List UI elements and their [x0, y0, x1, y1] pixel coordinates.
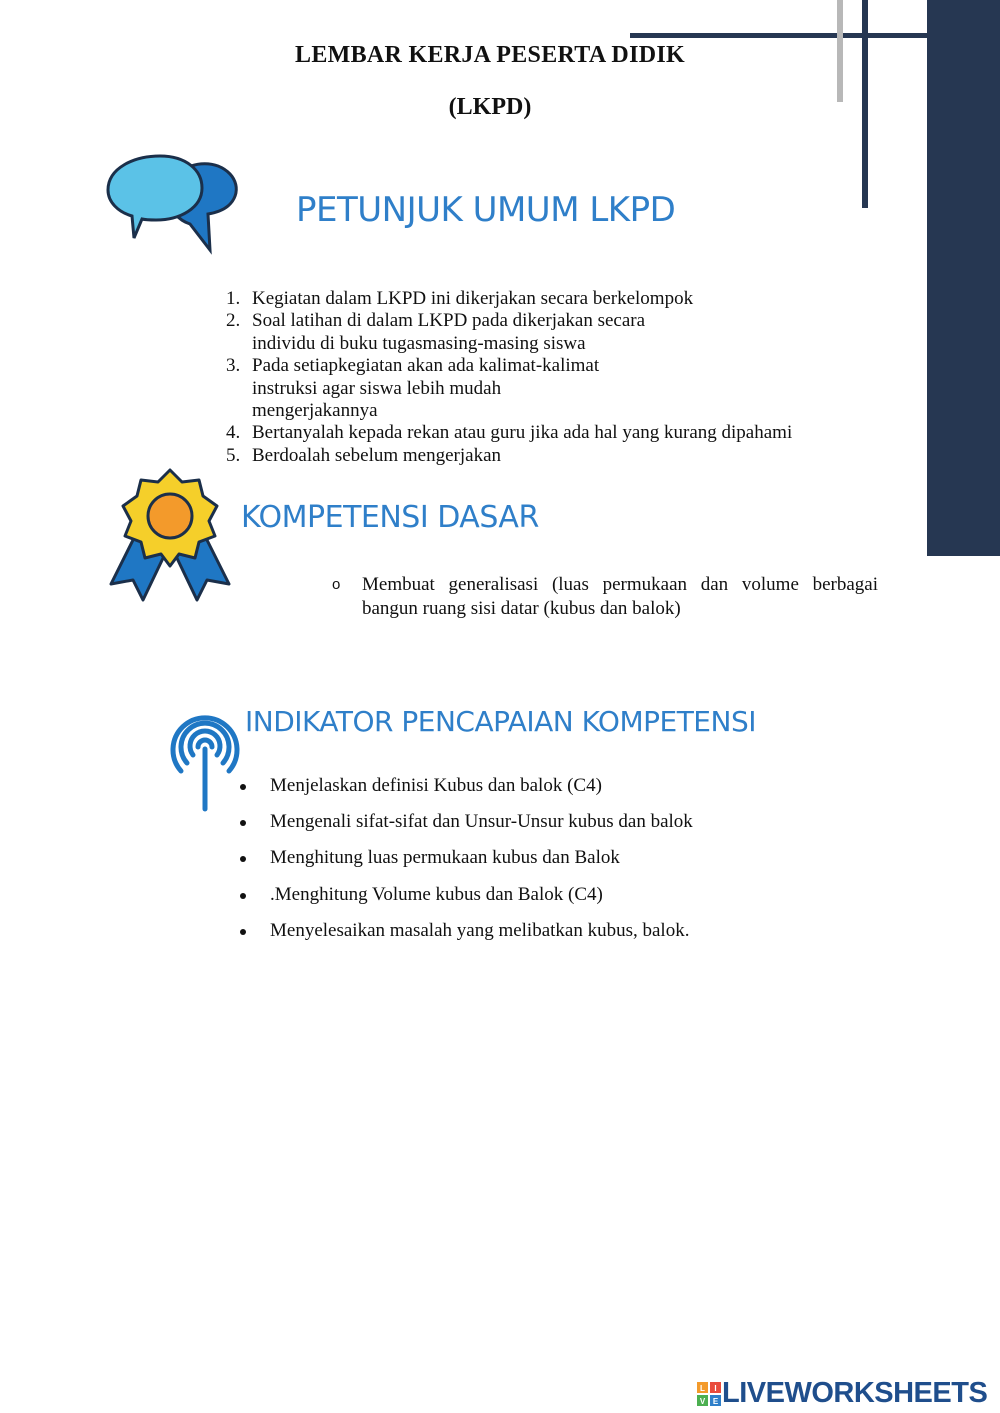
decorative-side-bar — [927, 0, 1000, 556]
list-item-line: Bertanyalah kepada rekan atau guru jika ada hal yang kurang dipahami — [252, 422, 793, 444]
list-item-line: Soal latihan di dalam LKPD pada dikerjakan secara — [252, 310, 646, 332]
kompetensi-text-line: bangun ruang sisi datar (kubus dan balok) — [362, 598, 681, 619]
award-badge-icon — [107, 468, 233, 602]
list-item — [238, 883, 858, 919]
badge-letter: L — [700, 1384, 705, 1393]
list-item — [226, 355, 876, 422]
list-item-line: instruksi agar siswa lebih mudah — [252, 377, 502, 399]
list-item — [226, 445, 876, 467]
list-item — [226, 422, 876, 444]
list-item — [226, 288, 876, 310]
list-item — [226, 310, 876, 355]
bullet-dot — [240, 784, 246, 790]
liveworksheets-badge-icon — [697, 1382, 721, 1406]
list-item-line: Berdoalah sebelum mengerjakan — [252, 444, 502, 466]
document-title: LEMBAR KERJA PESERTA DIDIK — [295, 42, 685, 68]
list-item — [238, 810, 858, 846]
petunjuk-list — [226, 288, 876, 467]
list-item-text: Menjelaskan definisi Kubus dan balok (C4) — [270, 775, 602, 796]
petunjuk-heading: PETUNJUK UMUM LKPD — [296, 190, 676, 230]
list-item-line: Kegiatan dalam LKPD ini dikerjakan secara berkelompok — [252, 288, 694, 309]
kompetensi-heading: KOMPETENSI DASAR — [241, 500, 539, 535]
kompetensi-item — [332, 573, 878, 621]
list-number: 4. — [226, 422, 241, 444]
list-item-line: mengerjakannya — [252, 400, 378, 422]
liveworksheets-text: LIVEWORKSHEETS — [722, 1377, 988, 1409]
bullet-dot — [240, 893, 246, 899]
document-subtitle: (LKPD) — [448, 94, 532, 120]
speech-bubbles-icon — [104, 154, 240, 256]
list-item-line: Pada setiapkegiatan akan ada kalimat-kalimat — [252, 355, 600, 377]
indikator-heading: INDIKATOR PENCAPAIAN KOMPETENSI — [245, 705, 756, 738]
list-item-text: Menyelesaikan masalah yang melibatkan kubus, balok. — [270, 919, 690, 941]
indikator-list — [238, 774, 858, 955]
list-item — [238, 919, 858, 955]
bullet-dot — [240, 929, 246, 935]
list-number: 1. — [226, 288, 241, 309]
circle-bullet: o — [332, 576, 341, 593]
list-item-line: individu di buku tugasmasing-masing siswa — [252, 332, 586, 354]
badge-letter: V — [699, 1397, 706, 1406]
liveworksheets-logo[interactable] — [697, 1376, 997, 1412]
list-number: 5. — [226, 444, 241, 466]
signal-antenna-icon — [165, 693, 245, 813]
list-number: 2. — [226, 310, 241, 332]
badge-letter: I — [714, 1384, 717, 1393]
bullet-dot — [240, 856, 246, 862]
list-number: 3. — [226, 355, 241, 377]
badge-letter: E — [712, 1397, 719, 1406]
list-item — [238, 846, 858, 882]
list-item — [238, 774, 858, 810]
decorative-horizontal-line — [630, 33, 927, 38]
list-item-text: Mengenali sifat-sifat dan Unsur-Unsur kubus dan balok — [270, 811, 693, 833]
list-item-text: Menghitung luas permukaan kubus dan Balok — [270, 847, 620, 869]
kompetensi-text — [362, 573, 878, 621]
bullet-dot — [240, 820, 246, 826]
list-item-text: .Menghitung Volume kubus dan Balok (C4) — [270, 883, 603, 905]
kompetensi-text-line: Membuat generalisasi (luas permukaan dan volume berbagai — [362, 574, 878, 595]
